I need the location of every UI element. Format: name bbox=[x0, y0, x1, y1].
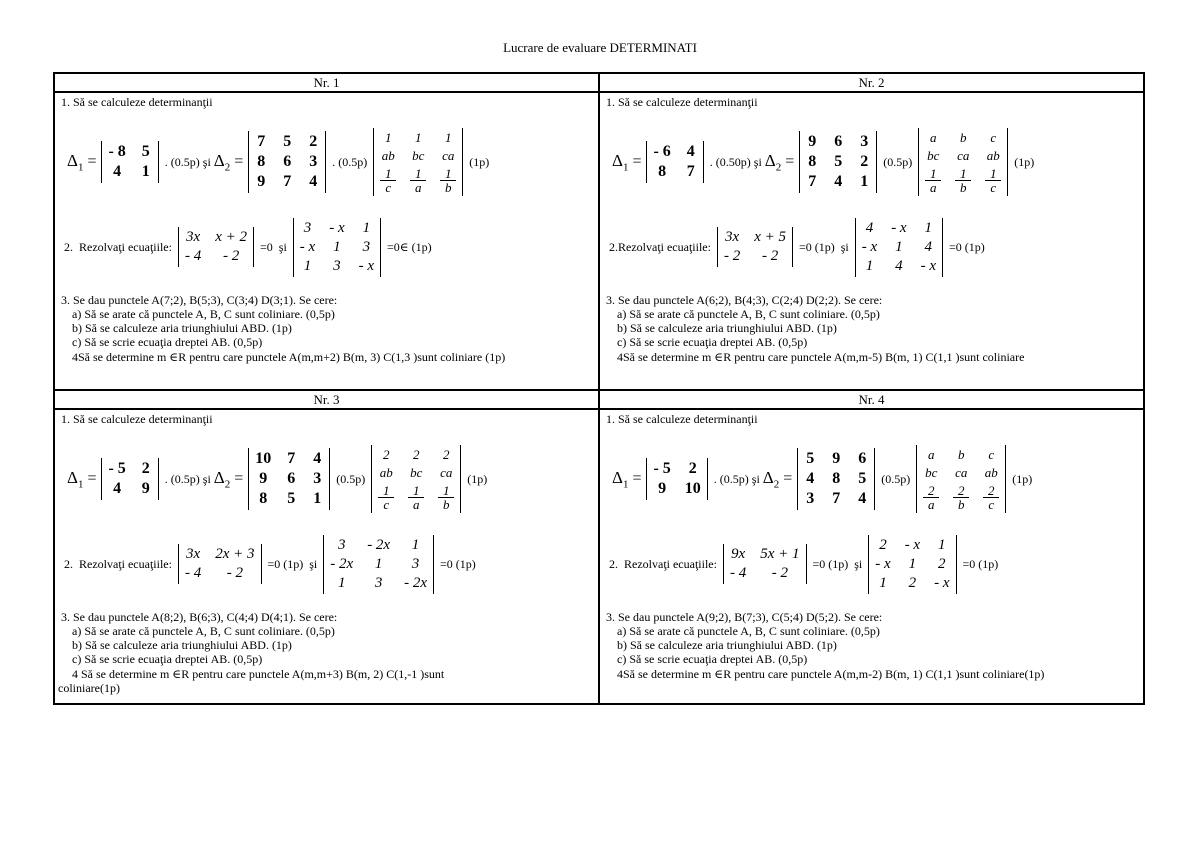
variant-header: Nr. 1 bbox=[54, 73, 599, 92]
subquestion-c: c) Să se scrie ecuaţia dreptei AB. (0,5p) bbox=[72, 652, 263, 666]
question-4: 4Să se determine m ∈R pentru care punctele A(m,m-2) B(m, 1) C(1,1 )sunt coliniare(1p) bbox=[617, 667, 1045, 681]
delta-1-symbol: $\Delta_1$ bbox=[67, 150, 84, 174]
variant-header: Nr. 4 bbox=[599, 390, 1144, 409]
matrix-entry: 2 bbox=[688, 460, 697, 477]
matrix-entry: - 5 bbox=[108, 460, 126, 477]
matrix-entry: - x bbox=[299, 238, 316, 255]
score-label: . (0.50p) şi bbox=[709, 154, 762, 169]
and-label: şi bbox=[278, 239, 287, 254]
matrix-entry: 4 bbox=[865, 219, 874, 236]
matrix-entry: 1 bbox=[860, 173, 869, 190]
matrix-entry: 9 bbox=[141, 480, 150, 497]
matrix-entry: 2 bbox=[383, 447, 390, 462]
matrix-entry: ab bbox=[984, 465, 998, 480]
matrix-entry: 9 bbox=[259, 470, 268, 487]
subquestion-b: b) Să se calculeze aria triunghiului ABD. (1p) bbox=[617, 321, 837, 335]
variant-cell bbox=[55, 93, 598, 389]
question-4: 4Să se determine m ∈R pentru care punctele A(m,m-5) B(m, 1) C(1,1 )sunt coliniare bbox=[617, 350, 1025, 364]
determinant-2 bbox=[797, 448, 875, 510]
matrix-entry: ca bbox=[957, 148, 970, 163]
matrix-entry: - 2 bbox=[226, 565, 243, 581]
score-label: (1p) bbox=[1014, 154, 1035, 169]
matrix-entry: 4 bbox=[834, 173, 843, 190]
fraction-denominator: a bbox=[413, 497, 420, 512]
matrix-fraction bbox=[923, 483, 939, 511]
subquestion-c: c) Să se scrie ecuaţia dreptei AB. (0,5p) bbox=[617, 335, 808, 349]
matrix-entry: 3 bbox=[806, 490, 815, 507]
fraction-denominator: b bbox=[960, 180, 967, 195]
matrix-fraction bbox=[438, 483, 454, 511]
equations-row bbox=[61, 532, 479, 596]
matrix-entry: 4 bbox=[895, 257, 903, 274]
equals-sign: = bbox=[87, 153, 97, 170]
matrix-fraction bbox=[955, 166, 971, 194]
matrix-entry: - 2 bbox=[723, 248, 741, 264]
question-3: 3. Se dau punctele A(8;2), B(6;3), C(4;4) D(4;1). Se cere: bbox=[61, 610, 338, 624]
matrix-entry: 3 bbox=[374, 574, 383, 591]
matrix-entry: x + 2 bbox=[215, 229, 247, 245]
equation-1-rhs: =0 bbox=[260, 239, 273, 254]
matrix-entry: - x bbox=[875, 555, 891, 572]
delta-2-symbol: $\Delta_2$ bbox=[764, 150, 782, 174]
fraction-denominator: a bbox=[415, 180, 422, 195]
fraction-denominator: a bbox=[930, 180, 937, 195]
matrix-entry: 1 bbox=[141, 163, 150, 180]
subquestion-a: a) Să se arate că punctele A, B, C sunt coliniare. (0,5p) bbox=[617, 624, 880, 638]
matrix-entry: 9 bbox=[832, 450, 841, 467]
fraction-numerator: 1 bbox=[440, 167, 456, 181]
fraction-denominator: b bbox=[443, 497, 450, 512]
matrix-entry: 8 bbox=[658, 163, 667, 180]
matrix-entry: 7 bbox=[832, 490, 841, 507]
fraction-numerator: 1 bbox=[955, 167, 971, 181]
equation-1-rhs: =0 (1p) bbox=[267, 556, 304, 571]
matrix-entry: 1 bbox=[385, 130, 392, 145]
matrix-entry: 8 bbox=[257, 153, 266, 170]
fraction-denominator: c bbox=[988, 497, 995, 512]
matrix-entry: 6 bbox=[858, 450, 867, 467]
subquestion-a: a) Să se arate că punctele A, B, C sunt coliniare. (0,5p) bbox=[617, 307, 880, 321]
delta-2-symbol: $\Delta_2$ bbox=[762, 467, 780, 491]
variant-header: Nr. 3 bbox=[54, 390, 599, 409]
equation-2-rhs: =0 (1p) bbox=[962, 556, 999, 571]
matrix-entry: 1 bbox=[313, 490, 322, 507]
matrix-entry: c bbox=[990, 130, 997, 145]
matrix-entry: 2 bbox=[309, 133, 318, 150]
equation-2-matrix bbox=[868, 535, 956, 594]
determinant-2 bbox=[799, 131, 877, 193]
matrix-entry: - 4 bbox=[184, 248, 202, 264]
variant-cell bbox=[600, 410, 1143, 703]
matrix-entry: 9 bbox=[808, 133, 817, 150]
equation-2-rhs: =0∈ (1p) bbox=[387, 239, 432, 254]
matrix-entry: 7 bbox=[283, 173, 292, 190]
matrix-entry: 4 bbox=[113, 163, 122, 180]
equals-sign: = bbox=[785, 153, 795, 170]
matrix-entry: 1 bbox=[333, 238, 341, 255]
matrix-entry: 4 bbox=[309, 173, 318, 190]
matrix-entry: 2 bbox=[413, 447, 420, 462]
equals-sign: = bbox=[632, 153, 642, 170]
matrix-entry: 4 bbox=[686, 143, 695, 160]
question-1: 1. Să se calculeze determinanţii bbox=[61, 412, 213, 426]
matrix-fraction bbox=[985, 166, 1001, 194]
matrix-entry: 6 bbox=[283, 153, 292, 170]
matrix-entry: 1 bbox=[303, 257, 312, 274]
matrix-entry: ab bbox=[379, 465, 393, 480]
matrix-entry: c bbox=[988, 447, 995, 462]
matrix-entry: x + 5 bbox=[754, 229, 786, 245]
matrix-entry: 4 bbox=[806, 470, 815, 487]
determinant-3 bbox=[916, 445, 1006, 513]
matrix-entry: 1 bbox=[879, 574, 887, 591]
matrix-entry: - x bbox=[934, 574, 950, 591]
matrix-entry: 3 bbox=[309, 153, 318, 170]
matrix-entry: 3 bbox=[303, 219, 312, 236]
score-label: (0.5p) bbox=[881, 471, 911, 486]
matrix-entry: 1 bbox=[362, 219, 371, 236]
matrix-entry: 2 bbox=[443, 447, 450, 462]
matrix-entry: 2 bbox=[938, 555, 946, 572]
subquestion-c: c) Să se scrie ecuaţia dreptei AB. (0,5p) bbox=[617, 652, 808, 666]
matrix-entry: 5 bbox=[283, 133, 292, 150]
matrix-entry: 8 bbox=[259, 490, 268, 507]
question-3: 3. Se dau punctele A(6;2), B(4;3), C(2;4) D(2;2). Se cere: bbox=[606, 293, 883, 307]
matrix-entry: bc bbox=[412, 148, 425, 163]
determinant-1 bbox=[646, 458, 707, 500]
determinant-3 bbox=[918, 128, 1008, 196]
determinant-1 bbox=[101, 141, 158, 183]
fraction-numerator: 2 bbox=[953, 484, 969, 498]
equation-2-rhs: =0 (1p) bbox=[949, 239, 985, 254]
delta-2-symbol: $\Delta_2$ bbox=[213, 467, 231, 491]
matrix-entry: 6 bbox=[834, 133, 843, 150]
matrix-entry: 2x + 3 bbox=[215, 546, 255, 562]
subquestion-b: b) Să se calculeze aria triunghiului ABD. (1p) bbox=[617, 638, 837, 652]
determinant-1 bbox=[646, 141, 703, 183]
equals-sign: = bbox=[632, 470, 642, 487]
fraction-numerator: 2 bbox=[983, 484, 999, 498]
matrix-entry: - 2 bbox=[222, 248, 240, 264]
matrix-entry: 5x + 1 bbox=[760, 546, 800, 562]
determinant-2 bbox=[248, 131, 326, 193]
matrix-entry: - x bbox=[891, 219, 907, 236]
matrix-entry: ca bbox=[442, 148, 455, 163]
matrix-entry: 7 bbox=[808, 173, 817, 190]
delta-1-symbol: $\Delta_1$ bbox=[612, 467, 629, 491]
equation-1-matrix bbox=[723, 544, 807, 584]
matrix-entry: 9 bbox=[658, 480, 667, 497]
matrix-entry: 5 bbox=[141, 143, 150, 160]
fraction-denominator: c bbox=[385, 180, 392, 195]
matrix-entry: 3 bbox=[337, 536, 346, 553]
and-label: şi bbox=[309, 556, 318, 571]
matrix-entry: - x bbox=[861, 238, 878, 255]
matrix-entry: 8 bbox=[808, 153, 817, 170]
score-label: . (0.5p) şi bbox=[164, 154, 211, 169]
evaluation-grid bbox=[53, 72, 1145, 705]
matrix-entry: 1 bbox=[337, 574, 346, 591]
matrix-entry: 4 bbox=[858, 490, 867, 507]
matrix-entry: a bbox=[928, 447, 935, 462]
question-3: 3. Se dau punctele A(7;2), B(5;3), C(3;4) D(3;1). Se cere: bbox=[61, 293, 338, 307]
solve-label: Rezolvaţi ecuaţiile: bbox=[624, 556, 717, 571]
score-label: (1p) bbox=[469, 154, 490, 169]
matrix-fraction bbox=[440, 166, 456, 194]
matrix-entry: 1 bbox=[415, 130, 422, 145]
matrix-entry: 1 bbox=[924, 219, 933, 236]
equation-2-matrix bbox=[323, 535, 434, 594]
equations-row bbox=[606, 215, 988, 279]
matrix-entry: - x bbox=[358, 257, 375, 274]
matrix-entry: 4 bbox=[924, 238, 933, 255]
matrix-entry: b bbox=[958, 447, 965, 462]
question-3: 3. Se dau punctele A(9;2), B(7;3), C(5;4) D(5;2). Se cere: bbox=[606, 610, 883, 624]
subquestion-a: a) Să se arate că punctele A, B, C sunt coliniare. (0,5p) bbox=[72, 307, 335, 321]
question-1: 1. Să se calculeze determinanţii bbox=[61, 95, 213, 109]
matrix-entry: 3 bbox=[860, 133, 869, 150]
equation-1-matrix bbox=[717, 227, 793, 267]
equation-2-rhs: =0 (1p) bbox=[440, 556, 476, 571]
score-label: (0.5p) bbox=[883, 154, 913, 169]
matrix-entry: 3 bbox=[411, 555, 420, 572]
fraction-numerator: 1 bbox=[925, 167, 941, 181]
matrix-entry: 8 bbox=[832, 470, 841, 487]
matrix-entry: 3x bbox=[186, 546, 201, 562]
matrix-fraction bbox=[380, 166, 396, 194]
matrix-entry: - 5 bbox=[653, 460, 671, 477]
fraction-numerator: 1 bbox=[438, 484, 454, 498]
question-2-label: 2.Rezolvaţi ecuaţiile: bbox=[609, 239, 711, 254]
matrix-entry: 3 bbox=[333, 257, 341, 274]
matrix-entry: - 2x bbox=[330, 555, 354, 572]
equation-1-matrix bbox=[178, 544, 262, 584]
fraction-denominator: c bbox=[990, 180, 997, 195]
matrix-entry: 9 bbox=[257, 173, 266, 190]
determinants-row bbox=[67, 434, 490, 524]
subquestion-a: a) Să se arate că punctele A, B, C sunt coliniare. (0,5p) bbox=[72, 624, 335, 638]
matrix-entry: 1 bbox=[908, 555, 917, 572]
variant-header: Nr. 2 bbox=[599, 73, 1144, 92]
equation-2-matrix bbox=[855, 218, 943, 277]
matrix-fraction bbox=[983, 483, 999, 511]
matrix-entry: 1 bbox=[938, 536, 946, 553]
equals-sign: = bbox=[234, 153, 244, 170]
matrix-entry: 9x bbox=[731, 546, 746, 562]
matrix-entry: - 2 bbox=[771, 565, 788, 581]
matrix-entry: 1 bbox=[445, 130, 452, 145]
delta-1-symbol: $\Delta_1$ bbox=[67, 467, 84, 491]
determinants-row bbox=[612, 117, 1037, 207]
matrix-entry: - 2 bbox=[761, 248, 779, 264]
matrix-entry: 10 bbox=[684, 480, 701, 497]
matrix-fraction bbox=[953, 483, 969, 511]
equation-1-rhs: =0 (1p) bbox=[812, 556, 849, 571]
matrix-entry: bc bbox=[925, 465, 938, 480]
fraction-denominator: b bbox=[958, 497, 965, 512]
matrix-entry: 2 bbox=[860, 153, 869, 170]
matrix-entry: 5 bbox=[806, 450, 815, 467]
matrix-entry: bc bbox=[927, 148, 940, 163]
score-label: (1p) bbox=[467, 471, 488, 486]
fraction-denominator: c bbox=[383, 497, 390, 512]
matrix-entry: 10 bbox=[255, 450, 272, 467]
matrix-entry: 2 bbox=[879, 536, 887, 553]
matrix-entry: 7 bbox=[686, 163, 695, 180]
matrix-entry: ab bbox=[986, 148, 1000, 163]
matrix-entry: 2 bbox=[141, 460, 150, 477]
matrix-entry: 1 bbox=[411, 536, 420, 553]
document-title: Lucrare de evaluare DETERMINATI bbox=[503, 40, 697, 55]
question-2-label: 2. bbox=[64, 239, 73, 254]
matrix-fraction bbox=[410, 166, 426, 194]
fraction-numerator: 1 bbox=[380, 167, 396, 181]
matrix-entry: 3x bbox=[725, 229, 740, 245]
matrix-entry: 2 bbox=[908, 574, 917, 591]
matrix-entry: 3 bbox=[362, 238, 371, 255]
fraction-numerator: 1 bbox=[410, 167, 426, 181]
equals-sign: = bbox=[783, 470, 793, 487]
matrix-entry: 5 bbox=[287, 490, 296, 507]
matrix-entry: - 6 bbox=[653, 143, 671, 160]
question-2-label: 2. bbox=[609, 556, 618, 571]
equations-row bbox=[606, 532, 1001, 596]
matrix-fraction bbox=[378, 483, 394, 511]
delta-2-symbol: $\Delta_2$ bbox=[213, 150, 231, 174]
matrix-entry: - 4 bbox=[184, 565, 202, 581]
and-label: şi bbox=[840, 239, 849, 254]
score-label: . (0.5p) şi bbox=[713, 471, 760, 486]
matrix-entry: - 4 bbox=[729, 565, 747, 581]
fraction-numerator: 2 bbox=[923, 484, 939, 498]
subquestion-c: c) Să se scrie ecuaţia dreptei AB. (0,5p) bbox=[72, 335, 263, 349]
matrix-entry: - 8 bbox=[108, 143, 126, 160]
determinant-3 bbox=[373, 128, 463, 196]
question-1: 1. Să se calculeze determinanţii bbox=[606, 412, 758, 426]
fraction-numerator: 1 bbox=[408, 484, 424, 498]
matrix-entry: 1 bbox=[865, 257, 874, 274]
subquestion-b: b) Să se calculeze aria triunghiului ABD. (1p) bbox=[72, 638, 292, 652]
equations-row bbox=[61, 215, 435, 279]
matrix-entry: 4 bbox=[113, 480, 122, 497]
matrix-entry: 3 bbox=[313, 470, 322, 487]
equals-sign: = bbox=[87, 470, 97, 487]
score-label: . (0.5p) şi bbox=[164, 471, 211, 486]
variant-cell bbox=[55, 410, 598, 703]
matrix-entry: b bbox=[960, 130, 967, 145]
matrix-entry: 5 bbox=[858, 470, 867, 487]
matrix-entry: 4 bbox=[313, 450, 322, 467]
solve-label: Rezolvaţi ecuaţiile: bbox=[79, 556, 172, 571]
matrix-entry: 7 bbox=[257, 133, 266, 150]
question-1: 1. Să se calculeze determinanţii bbox=[606, 95, 758, 109]
variant-cell bbox=[600, 93, 1143, 389]
matrix-entry: a bbox=[930, 130, 937, 145]
determinant-2 bbox=[248, 448, 330, 510]
fraction-numerator: 1 bbox=[985, 167, 1001, 181]
equals-sign: = bbox=[234, 470, 244, 487]
determinant-1 bbox=[101, 458, 158, 500]
score-label: . (0.5p) bbox=[332, 154, 368, 169]
matrix-entry: - 2x bbox=[404, 574, 427, 591]
score-label: (1p) bbox=[1012, 471, 1033, 486]
and-label: şi bbox=[854, 556, 863, 571]
matrix-entry: ca bbox=[440, 465, 453, 480]
matrix-entry: - x bbox=[904, 536, 921, 553]
matrix-entry: - x bbox=[329, 219, 345, 236]
determinant-3 bbox=[371, 445, 461, 513]
fraction-denominator: a bbox=[928, 497, 935, 512]
solve-label: Rezolvaţi ecuaţiile: bbox=[79, 239, 172, 254]
matrix-entry: bc bbox=[410, 465, 423, 480]
matrix-entry: - 2x bbox=[367, 536, 391, 553]
matrix-entry: ab bbox=[381, 148, 395, 163]
matrix-entry: ca bbox=[955, 465, 968, 480]
equation-1-rhs: =0 (1p) bbox=[799, 239, 835, 254]
fraction-numerator: 1 bbox=[378, 484, 394, 498]
equation-2-matrix bbox=[293, 218, 381, 277]
question-4: 4Să se determine m ∈R pentru care punctele A(m,m+2) B(m, 3) C(1,3 )sunt coliniare (1p) bbox=[72, 350, 506, 364]
determinants-row bbox=[67, 117, 492, 207]
question-4: 4 Să se determine m ∈R pentru care punctele A(m,m+3) B(m, 2) C(1,-1 )sunt bbox=[72, 667, 445, 681]
delta-1-symbol: $\Delta_1$ bbox=[612, 150, 629, 174]
question-2-label: 2. bbox=[64, 556, 73, 571]
matrix-entry: 5 bbox=[834, 153, 843, 170]
matrix-entry: 3x bbox=[186, 229, 201, 245]
matrix-entry: 1 bbox=[895, 238, 903, 255]
question-4-continued: coliniare(1p) bbox=[58, 681, 120, 695]
matrix-fraction bbox=[925, 166, 941, 194]
matrix-entry: - x bbox=[920, 257, 936, 274]
subquestion-b: b) Să se calculeze aria triunghiului ABD. (1p) bbox=[72, 321, 292, 335]
matrix-entry: 6 bbox=[287, 470, 296, 487]
fraction-denominator: b bbox=[445, 180, 452, 195]
matrix-entry: 7 bbox=[287, 450, 296, 467]
equation-1-matrix bbox=[178, 227, 254, 267]
determinants-row bbox=[612, 434, 1035, 524]
score-label: (0.5p) bbox=[336, 471, 366, 486]
matrix-entry: 1 bbox=[374, 555, 383, 572]
matrix-fraction bbox=[408, 483, 424, 511]
